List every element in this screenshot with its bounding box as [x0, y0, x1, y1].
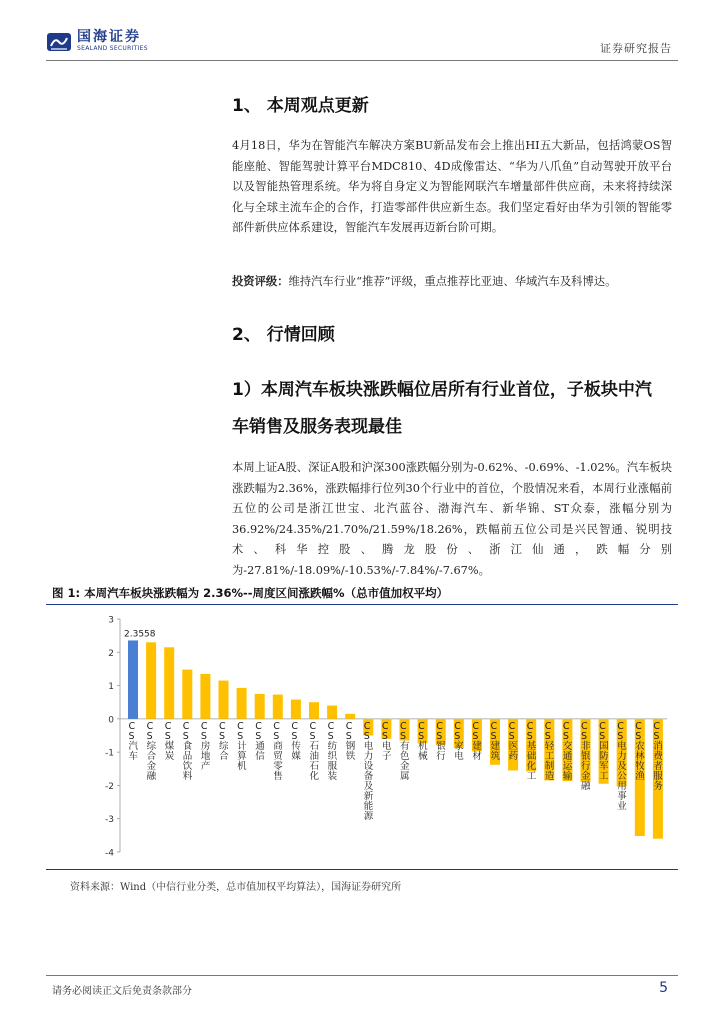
bar-CS传媒	[291, 700, 301, 719]
x-tick-label: C S 有色金属	[400, 720, 410, 782]
section-1-body: 4月18日，华为在智能汽车解决方案BU新品发布会上推出HI五大新品，包括鸿蒙OS智能座舱、智能驾驶计算平台MDC810、4D成像雷达、“华为八爪鱼”自动驾驶开放平台以及智能热管理系统。华为将自身定义为智能网联汽车增量部件供应商，未来将持续深化与全球主流车企的合作，打造零部件供应新生态。我们坚定看好由华为引领的智能零部件新供应体系建设，智能汽车发展再迈新台阶可期。	[232, 139, 672, 234]
bar-CS石油石化	[309, 702, 319, 719]
x-tick-label: C S 消费者服务	[653, 720, 663, 792]
y-tick-label: 1	[108, 682, 114, 693]
bar-CS钢铁	[345, 714, 355, 719]
bar-CS计算机	[237, 688, 247, 719]
y-tick-label: -1	[105, 748, 114, 759]
x-tick-label: C S 房地产	[200, 720, 211, 772]
x-tick-label: C S 商贸零售	[273, 720, 283, 782]
figure-caption: 图 1: 本周汽车板块涨跌幅为 2.36%--周度区间涨跌幅%（总市值加权平均）	[52, 586, 449, 600]
x-tick-label: C S 计算机	[237, 720, 247, 772]
x-tick-label: C S 石油石化	[309, 720, 320, 782]
x-tick-label: C S 农林牧渔	[635, 720, 645, 782]
y-tick-label: -3	[105, 815, 114, 826]
brand-name-en: SEALAND SECURITIES	[77, 45, 148, 52]
x-tick-label: C S 机械	[418, 720, 428, 762]
y-tick-label: 0	[108, 715, 114, 726]
y-tick-label: -4	[105, 848, 114, 859]
rating-text: 维持汽车行业“推荐”评级，重点推荐比亚迪、华域汽车及科博达。	[288, 275, 617, 288]
bar-CS食品饮料	[182, 670, 192, 719]
sealand-logo-icon	[46, 31, 72, 53]
x-tick-label: C S 电子	[381, 720, 392, 762]
data-label: 2.3558	[124, 629, 156, 640]
bar-CS房地产	[200, 674, 210, 719]
report-type: 证券研究报告	[600, 42, 672, 55]
section-2-title: 2、 行情回顾	[232, 325, 335, 345]
section-1-title: 1、 本周观点更新	[232, 96, 369, 116]
x-tick-label: C S 纺织服装	[327, 720, 338, 782]
bar-CS综合金融	[146, 642, 156, 719]
footer-disclaimer: 请务必阅读正文后免责条款部分	[52, 986, 192, 997]
footer-divider	[46, 975, 678, 976]
figure-source: 资料来源：Wind（中信行业分类，总市值加权平均算法），国海证券研究所	[70, 882, 402, 893]
x-tick-label: C S 电力及公用事业	[617, 720, 627, 812]
rating-label: 投资评级：	[232, 274, 289, 288]
bar-CS煤炭	[164, 647, 174, 719]
x-tick-label: C S 综合金融	[146, 720, 157, 782]
x-tick-label: C S 综合	[219, 720, 229, 762]
rating-paragraph	[232, 271, 672, 293]
x-tick-label: C S 非银行金融	[581, 720, 591, 792]
x-tick-label: C S 传媒	[291, 720, 301, 762]
bar-CS纺织服装	[327, 706, 337, 719]
bar-CS综合	[219, 681, 229, 719]
x-tick-label: C S 电力设备及新能源	[363, 720, 374, 822]
y-tick-label: -2	[105, 781, 114, 792]
x-tick-label: C S 建筑	[490, 720, 501, 762]
x-tick-label: C S 煤炭	[164, 720, 175, 762]
section-2-body: 本周上证A股、深证A股和沪深300涨跌幅分别为-0.62%、-0.69%、-1.02%。汽车板块涨跌幅为2.36%，涨跌幅排行位列30个行业中的首位，个股情况来看，本周行业涨幅前五位的公司是浙江世宝、北汽蓝谷、渤海汽车、新华锦、ST众泰，涨幅分别为36.92%/24.35%/21.70%/21.59%/18.26%，跌幅前五位公司是兴民智通、锐明技术、科华控股、腾龙股份、浙江仙通，跌幅分别为-27.81%/-18.09%/-10.53%/-7.84%/-7.67%。	[232, 461, 672, 577]
bar-CS商贸零售	[273, 695, 283, 719]
page-number: 5	[659, 980, 668, 996]
company-logo	[46, 30, 148, 53]
x-tick-label: C S 基础化工	[526, 720, 537, 782]
x-tick-label: C S 家电	[454, 720, 464, 762]
x-tick-label: C S 通信	[255, 720, 265, 762]
y-tick-label: 2	[108, 648, 114, 659]
bar-chart	[46, 606, 678, 868]
figure-bottom-rule	[46, 869, 678, 870]
y-tick-label: 3	[108, 615, 114, 626]
bar-CS汽车	[128, 640, 138, 718]
x-tick-label: C S 建材	[472, 720, 482, 762]
brand-name-cn: 国海证券	[77, 29, 141, 45]
x-tick-label: C S 医药	[508, 720, 519, 762]
page-header	[0, 0, 724, 62]
figure-top-rule	[46, 604, 678, 605]
x-axis-labels	[129, 721, 664, 822]
bar-CS通信	[255, 694, 265, 719]
x-tick-label: C S 钢铁	[345, 720, 356, 762]
section-2-subtitle-line1: 1）本周汽车板块涨跌幅位居所有行业首位，子板块中汽	[232, 380, 652, 400]
x-tick-label: C S 轻工制造	[544, 720, 555, 782]
header-divider	[46, 60, 678, 61]
x-tick-label: C S 食品饮料	[182, 720, 193, 782]
x-tick-label: C S 银行	[436, 720, 446, 762]
section-2-subtitle-line2: 车销售及服务表现最佳	[232, 417, 402, 437]
x-tick-label: C S 汽车	[128, 720, 139, 762]
x-tick-label: C S 国防军工	[599, 720, 609, 782]
x-tick-label: C S 交通运输	[562, 720, 573, 782]
